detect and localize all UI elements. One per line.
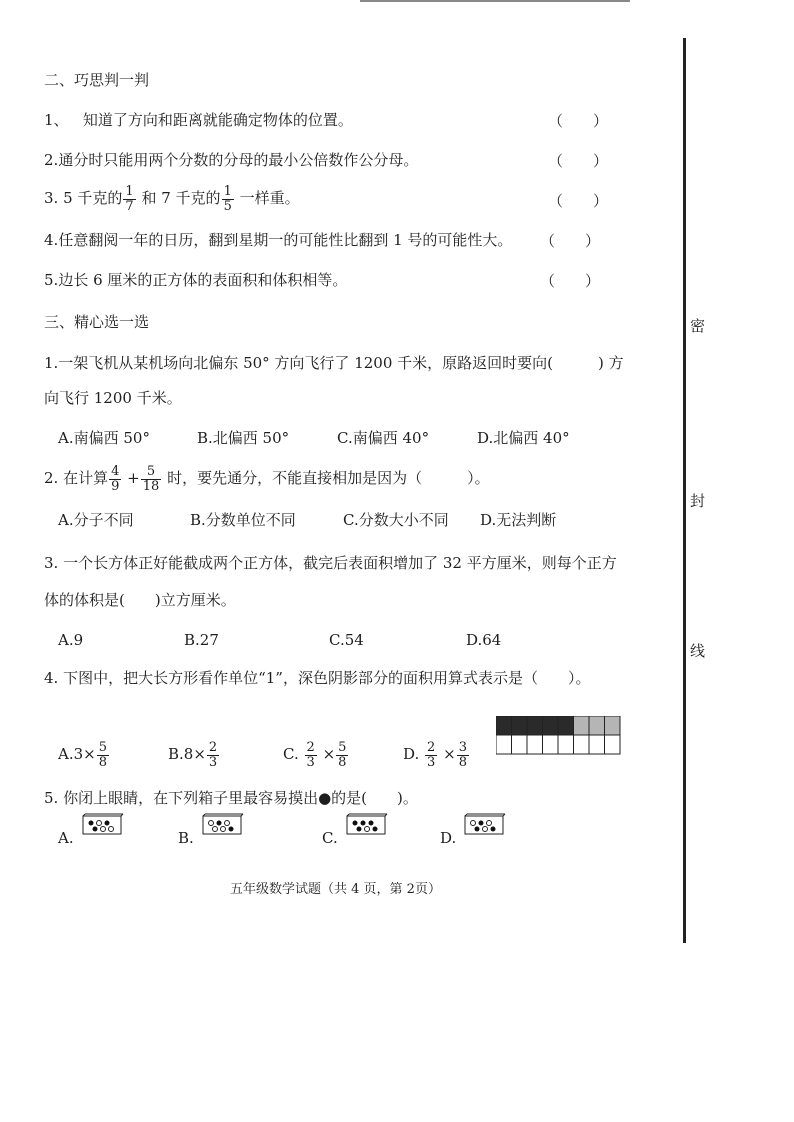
q2-option-d[interactable]: D.无法判断 xyxy=(480,511,557,529)
q1-option-a[interactable]: A.南偏西 50° xyxy=(58,429,150,447)
choice-q1-line2: 向飞行 1200 千米。 xyxy=(44,389,182,407)
q5-box-d[interactable] xyxy=(464,812,506,836)
choice-q1-line1: 1.一架飞机从某机场向北偏东 50° 方向飞行了 1200 千米，原路返回时要向( ) 方 xyxy=(44,354,624,372)
q1-option-b[interactable]: B.北偏西 50° xyxy=(197,429,290,447)
grid-cell xyxy=(574,716,590,735)
grid-cell xyxy=(496,735,512,754)
fraction-4-9: $\frac{4}{9}$ xyxy=(111,463,120,494)
section3-title: 三、精心选一选 xyxy=(44,313,150,331)
choice-q5: 5. 你闭上眼睛，在下列箱子里最容易摸出●的是( )。 xyxy=(44,789,418,807)
q5-box-c[interactable] xyxy=(346,812,388,836)
grid-cell xyxy=(589,735,605,754)
margin-char-xian: 线 xyxy=(690,642,706,660)
choice-q4: 4. 下图中，把大长方形看作单位“1”，深色阴影部分的面积用算式表示是（ ）。 xyxy=(44,669,591,687)
grid-cell xyxy=(512,735,528,754)
grid-cell xyxy=(605,716,621,735)
grid-cell xyxy=(589,716,605,735)
q4-option-d[interactable]: D. $\frac{2}{3}$ × $\frac{3}{8}$ xyxy=(403,739,467,770)
q4-option-c[interactable]: C. $\frac{2}{3}$ × $\frac{5}{8}$ xyxy=(283,739,347,770)
grid-cell xyxy=(527,716,543,735)
judge-answer-4[interactable]: （ ） xyxy=(540,232,601,250)
margin-char-feng: 封 xyxy=(690,492,706,510)
choice-q3-line1: 3. 一个长方体正好能截成两个正方体，截完后表面积增加了 32 平方厘米，则每个正方 xyxy=(44,554,617,572)
q4-option-a[interactable]: A.3× $\frac{5}{8}$ xyxy=(58,739,108,770)
q2-option-b[interactable]: B.分数单位不同 xyxy=(190,511,296,529)
q3-option-b[interactable]: B.27 xyxy=(184,631,219,649)
q5-option-c-label[interactable]: C. xyxy=(322,829,338,847)
q5-box-a[interactable] xyxy=(82,812,124,836)
scan-edge-line xyxy=(360,0,630,2)
judge-item-4: 4.任意翻阅一年的日历，翻到星期一的可能性比翻到 1 号的可能性大。 xyxy=(44,231,513,249)
judge-item-1: 1、 知道了方向和距离就能确定物体的位置。 xyxy=(44,111,353,129)
q3-option-c[interactable]: C.54 xyxy=(329,631,364,649)
q3-option-a[interactable]: A.9 xyxy=(58,631,84,649)
binding-margin-line xyxy=(683,38,686,943)
judge-answer-1[interactable]: （ ） xyxy=(548,112,609,130)
fraction-1-7: $\frac{1}{7}$ xyxy=(125,183,134,214)
q3-option-d[interactable]: D.64 xyxy=(466,631,502,649)
q2-option-c[interactable]: C.分数大小不同 xyxy=(343,511,449,529)
grid-cell xyxy=(558,716,574,735)
judge-item-3: 3. 5 千克的 $\frac{1}{7}$ 和 7 千克的 $\frac{1}{5}$ 一样重。 xyxy=(44,183,300,214)
choice-q3-line2: 体的体积是( )立方厘米。 xyxy=(44,591,236,609)
judge-item-2: 2.通分时只能用两个分数的分母的最小公倍数作公分母。 xyxy=(44,151,419,169)
q1-option-c[interactable]: C.南偏西 40° xyxy=(337,429,430,447)
margin-char-mi: 密 xyxy=(690,317,706,335)
section2-title: 二、巧思判一判 xyxy=(44,71,150,89)
grid-cell xyxy=(574,735,590,754)
choice-q2: 2. 在计算 $\frac{4}{9}$ + $\frac{5}{18}$ 时，要先通分，不能直接相加是因为（ ）。 xyxy=(44,463,490,494)
q1-option-d[interactable]: D.北偏西 40° xyxy=(477,429,570,447)
q4-option-b[interactable]: B.8× $\frac{2}{3}$ xyxy=(168,739,218,770)
q5-box-b[interactable] xyxy=(202,812,244,836)
judge-answer-5[interactable]: （ ） xyxy=(540,272,601,290)
q2-option-a[interactable]: A.分子不同 xyxy=(58,511,134,529)
grid-cell xyxy=(558,735,574,754)
q5-option-b-label[interactable]: B. xyxy=(178,829,194,847)
q5-option-d-label[interactable]: D. xyxy=(440,829,457,847)
grid-cell xyxy=(605,735,621,754)
fraction-5-18: $\frac{5}{18}$ xyxy=(142,463,160,494)
grid-cell xyxy=(496,716,512,735)
unit-rectangle-grid xyxy=(496,716,622,756)
grid-cell xyxy=(543,735,559,754)
grid-cell xyxy=(543,716,559,735)
judge-answer-2[interactable]: （ ） xyxy=(548,152,609,170)
page-footer: 五年级数学试题（共 4 页，第 2页） xyxy=(230,882,441,897)
grid-cell xyxy=(527,735,543,754)
judge-item-5: 5.边长 6 厘米的正方体的表面积和体积相等。 xyxy=(44,271,348,289)
grid-cell xyxy=(512,716,528,735)
fraction-1-5: $\frac{1}{5}$ xyxy=(223,183,232,214)
q5-option-a-label[interactable]: A. xyxy=(58,829,74,847)
judge-answer-3[interactable]: （ ） xyxy=(548,192,609,210)
